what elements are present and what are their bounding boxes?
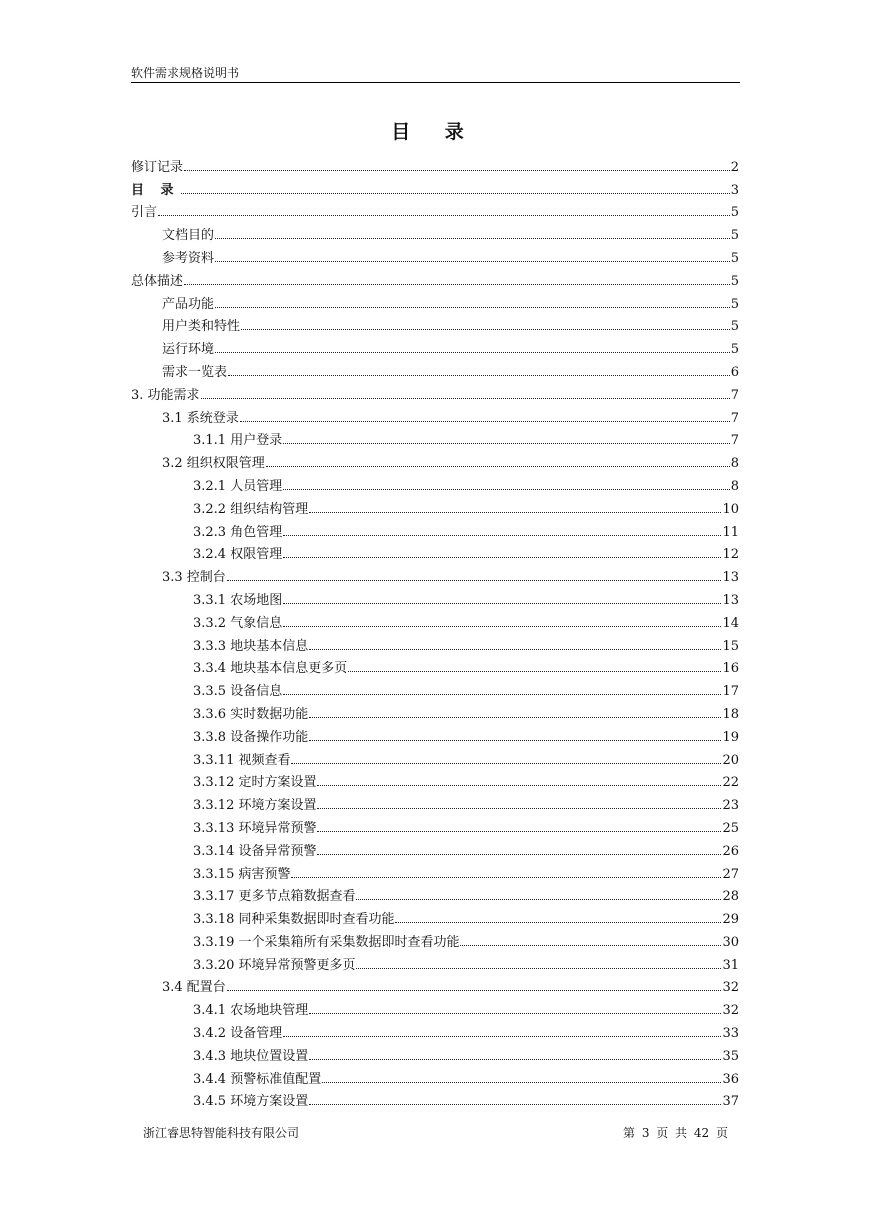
dot-leader xyxy=(309,643,721,650)
toc-entry-label: 3.3.3 地块基本信息 xyxy=(193,638,309,654)
dot-leader xyxy=(309,506,721,513)
toc-entry-label: 引言 xyxy=(131,205,158,221)
dot-leader xyxy=(227,984,722,991)
toc-entry-page: 7 xyxy=(730,433,739,449)
dot-leader xyxy=(356,962,721,969)
toc-entry[interactable] xyxy=(131,562,739,585)
toc-entry-label: 3.3.19 一个采集箱所有采集数据即时查看功能 xyxy=(193,934,460,950)
toc-entry-page: 32 xyxy=(722,1003,739,1019)
dot-leader xyxy=(266,460,730,467)
toc-entry[interactable] xyxy=(131,973,739,996)
dot-leader xyxy=(348,665,721,672)
page-header xyxy=(131,62,740,83)
toc-entry-label: 3. 功能需求 xyxy=(131,387,200,403)
toc-entry-label: 3.4.4 预警标准值配置 xyxy=(193,1071,322,1087)
toc-entry-label: 3.2.1 人员管理 xyxy=(193,478,283,494)
toc-entry-page: 5 xyxy=(730,296,739,312)
toc-entry[interactable] xyxy=(131,995,739,1018)
dot-leader xyxy=(283,483,730,490)
dot-leader xyxy=(309,734,721,741)
dot-leader xyxy=(309,1098,721,1105)
toc-entry[interactable] xyxy=(131,904,739,927)
toc-entry-page: 7 xyxy=(730,410,739,426)
toc-entry-page: 20 xyxy=(722,752,739,768)
toc-entry-label: 产品功能 xyxy=(162,296,215,312)
dot-leader xyxy=(317,779,721,786)
toc-entry[interactable] xyxy=(131,1087,739,1110)
toc-entry[interactable] xyxy=(131,334,739,357)
dot-leader xyxy=(215,346,730,353)
toc-entry-label: 需求一览表 xyxy=(162,364,228,380)
toc-entry[interactable] xyxy=(131,608,739,631)
toc-entry-label: 3.2 组织权限管理 xyxy=(162,456,265,472)
toc-entry-page: 25 xyxy=(722,820,739,836)
dot-leader xyxy=(283,688,721,695)
toc-entry-page: 3 xyxy=(730,182,739,198)
dot-leader xyxy=(283,597,721,604)
header-title: 软件需求规格说明书 xyxy=(131,66,240,80)
toc-entry[interactable] xyxy=(131,927,739,950)
toc-entry-label: 3.3.2 气象信息 xyxy=(193,615,283,631)
toc-entry-page: 5 xyxy=(730,273,739,289)
toc-entry-label: 3.3.8 设备操作功能 xyxy=(193,729,309,745)
toc-entry[interactable] xyxy=(131,859,739,882)
toc-entry-page: 5 xyxy=(730,205,739,221)
footer-page-number: 第 3 页 共 42 页 xyxy=(623,1126,728,1140)
dot-leader xyxy=(460,939,721,946)
dot-leader xyxy=(291,871,721,878)
toc-entry[interactable] xyxy=(131,380,739,403)
dot-leader xyxy=(356,893,721,900)
toc-entry-label: 3.3.1 农场地图 xyxy=(193,592,283,608)
dot-leader xyxy=(283,437,730,444)
toc-entry-page: 22 xyxy=(722,775,739,791)
toc-entry-label: 参考资料 xyxy=(162,250,215,266)
toc-entry-label: 用户类和特性 xyxy=(162,319,241,335)
dot-leader xyxy=(215,301,730,308)
toc-entry[interactable] xyxy=(131,357,739,380)
dot-leader xyxy=(309,1053,721,1060)
dot-leader xyxy=(283,551,721,558)
toc-entry-page: 37 xyxy=(722,1094,739,1110)
toc-entry-page: 11 xyxy=(722,524,739,540)
toc-entry[interactable] xyxy=(131,426,739,449)
toc-entry-page: 6 xyxy=(730,364,739,380)
toc-entry-page: 12 xyxy=(722,547,739,563)
toc-entry-page: 15 xyxy=(722,638,739,654)
toc-entry-label: 3.1 系统登录 xyxy=(162,410,239,426)
dot-leader xyxy=(309,1007,721,1014)
toc-entry-label: 3.2.4 权限管理 xyxy=(193,547,283,563)
toc-entry-label: 修订记录 xyxy=(131,159,184,175)
toc-entry-page: 5 xyxy=(730,250,739,266)
toc-entry-label: 3.4 配置台 xyxy=(162,980,226,996)
dot-leader xyxy=(184,278,730,285)
toc-entry[interactable] xyxy=(131,585,739,608)
toc-entry-label: 3.2.2 组织结构管理 xyxy=(193,501,309,517)
toc-entry-label: 3.3.17 更多节点箱数据查看 xyxy=(193,889,356,905)
toc-entry-page: 13 xyxy=(722,592,739,608)
toc-entry[interactable] xyxy=(131,745,739,768)
toc-entry[interactable] xyxy=(131,1041,739,1064)
toc-entry-label: 3.3.15 病害预警 xyxy=(193,866,291,882)
dot-leader xyxy=(181,187,730,194)
toc-entry[interactable] xyxy=(131,768,739,791)
toc-entry-page: 36 xyxy=(722,1071,739,1087)
dot-leader xyxy=(158,209,730,216)
toc-entry[interactable] xyxy=(131,836,739,859)
footer-company: 浙江睿思特智能科技有限公司 xyxy=(143,1126,300,1140)
toc-entry-page: 16 xyxy=(722,661,739,677)
toc-entry-label: 运行环境 xyxy=(162,342,215,358)
toc-entry-page: 8 xyxy=(730,456,739,472)
toc-entry-page: 17 xyxy=(722,684,739,700)
dot-leader xyxy=(215,255,730,262)
table-of-contents xyxy=(131,152,739,1109)
toc-entry-label: 总体描述 xyxy=(131,273,184,289)
toc-entry-label: 3.1.1 用户登录 xyxy=(193,433,283,449)
dot-leader xyxy=(322,1076,721,1083)
toc-entry[interactable] xyxy=(131,699,739,722)
toc-entry[interactable] xyxy=(131,1018,739,1041)
toc-entry-label: 3.2.3 角色管理 xyxy=(193,524,283,540)
dot-leader xyxy=(291,757,721,764)
toc-entry-label: 3.3.4 地块基本信息更多页 xyxy=(193,661,348,677)
dot-leader xyxy=(201,392,730,399)
toc-entry-page: 31 xyxy=(722,957,739,973)
toc-entry-label: 3.3.5 设备信息 xyxy=(193,684,283,700)
toc-entry[interactable] xyxy=(131,813,739,836)
toc-entry-page: 32 xyxy=(722,980,739,996)
toc-entry-page: 5 xyxy=(730,319,739,335)
dot-leader xyxy=(317,802,721,809)
toc-entry[interactable] xyxy=(131,950,739,973)
dot-leader xyxy=(240,415,730,422)
dot-leader xyxy=(283,529,721,536)
toc-entry-label: 3.3.12 环境方案设置 xyxy=(193,798,317,814)
toc-entry[interactable] xyxy=(131,243,739,266)
toc-entry[interactable] xyxy=(131,198,739,221)
dot-leader xyxy=(283,620,721,627)
toc-entry[interactable] xyxy=(131,289,739,312)
toc-entry-page: 28 xyxy=(722,889,739,905)
toc-entry[interactable] xyxy=(131,312,739,335)
toc-entry-page: 26 xyxy=(722,843,739,859)
toc-entry[interactable] xyxy=(131,471,739,494)
toc-entry[interactable] xyxy=(131,220,739,243)
dot-leader xyxy=(317,848,721,855)
toc-entry[interactable] xyxy=(131,175,739,198)
toc-entry-page: 8 xyxy=(730,478,739,494)
toc-entry-page: 5 xyxy=(730,342,739,358)
toc-entry-page: 30 xyxy=(722,934,739,950)
toc-entry[interactable] xyxy=(131,494,739,517)
dot-leader xyxy=(317,825,721,832)
toc-entry-label: 3.3.11 视频查看 xyxy=(193,752,291,768)
toc-entry[interactable] xyxy=(131,676,739,699)
toc-entry[interactable] xyxy=(131,790,739,813)
toc-entry-label: 3.3 控制台 xyxy=(162,570,226,586)
toc-entry[interactable] xyxy=(131,722,739,745)
toc-entry-page: 33 xyxy=(722,1026,739,1042)
toc-entry[interactable] xyxy=(131,654,739,677)
toc-entry-page: 19 xyxy=(722,729,739,745)
toc-entry[interactable] xyxy=(131,152,739,175)
toc-entry-page: 2 xyxy=(730,159,739,175)
toc-entry-label: 3.3.14 设备异常预警 xyxy=(193,843,317,859)
toc-entry-page: 10 xyxy=(722,501,739,517)
toc-entry[interactable] xyxy=(131,448,739,471)
toc-entry-page: 7 xyxy=(730,387,739,403)
dot-leader xyxy=(241,323,730,330)
toc-entry[interactable] xyxy=(131,1064,739,1087)
toc-entry-page: 13 xyxy=(722,570,739,586)
toc-entry-label: 3.4.3 地块位置设置 xyxy=(193,1048,309,1064)
dot-leader xyxy=(395,916,721,923)
toc-entry-page: 5 xyxy=(730,228,739,244)
toc-entry-label: 3.4.1 农场地块管理 xyxy=(193,1003,309,1019)
toc-entry-label: 3.3.18 同种采集数据即时查看功能 xyxy=(193,912,395,928)
dot-leader xyxy=(309,711,721,718)
toc-entry-label: 3.3.20 环境异常预警更多页 xyxy=(193,957,356,973)
toc-entry[interactable] xyxy=(131,882,739,905)
toc-entry-label: 3.3.13 环境异常预警 xyxy=(193,820,317,836)
toc-entry[interactable] xyxy=(131,540,739,563)
toc-entry-page: 27 xyxy=(722,866,739,882)
toc-entry-label: 3.3.12 定时方案设置 xyxy=(193,775,317,791)
toc-entry-page: 18 xyxy=(722,706,739,722)
dot-leader xyxy=(227,574,722,581)
dot-leader xyxy=(215,232,730,239)
dot-leader xyxy=(283,1030,721,1037)
toc-entry-page: 29 xyxy=(722,912,739,928)
toc-entry-page: 35 xyxy=(722,1048,739,1064)
toc-entry[interactable] xyxy=(131,631,739,654)
toc-entry[interactable] xyxy=(131,403,739,426)
toc-entry-page: 23 xyxy=(722,798,739,814)
toc-entry-label: 3.4.5 环境方案设置 xyxy=(193,1094,309,1110)
toc-entry-label: 文档目的 xyxy=(162,228,215,244)
toc-entry[interactable] xyxy=(131,266,739,289)
toc-entry-label: 目 录 xyxy=(131,182,180,198)
dot-leader xyxy=(184,164,730,171)
toc-entry-label: 3.4.2 设备管理 xyxy=(193,1026,283,1042)
toc-entry-label: 3.3.6 实时数据功能 xyxy=(193,706,309,722)
dot-leader xyxy=(228,369,730,376)
toc-entry-page: 14 xyxy=(722,615,739,631)
toc-title: 目 录 xyxy=(391,121,478,143)
toc-entry[interactable] xyxy=(131,517,739,540)
